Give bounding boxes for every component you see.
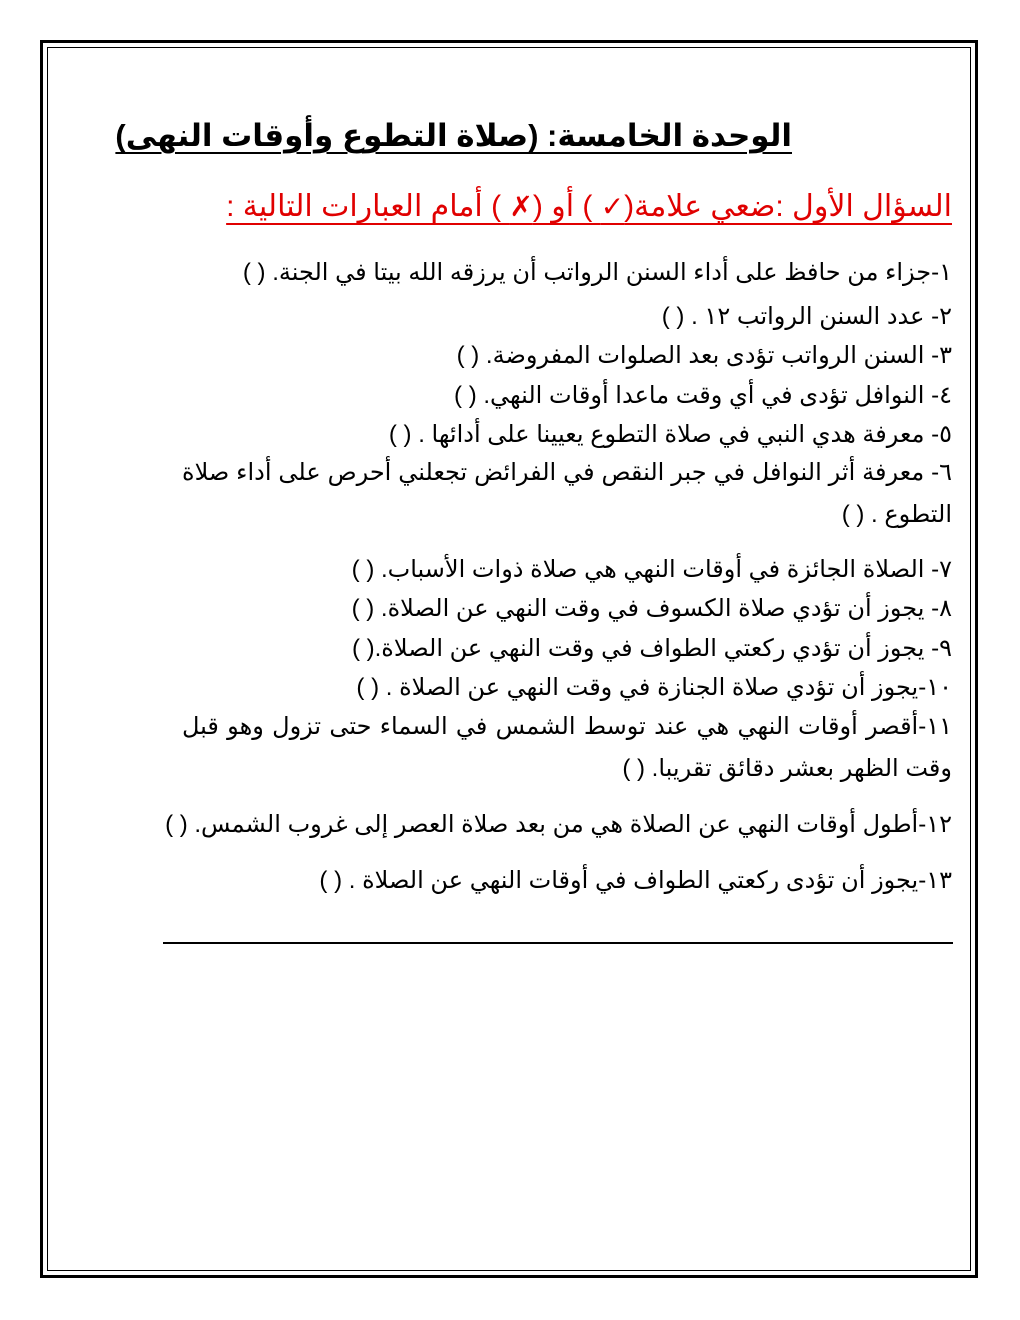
instruction-text-middle: ) أو ( bbox=[532, 190, 601, 223]
instruction-text-end: ) أمام العبارات التالية : bbox=[226, 190, 510, 223]
question-instruction bbox=[226, 189, 952, 224]
statement-12: ١٢-أطول أوقات النهي عن الصلاة هي من بعد صلاة العصر إلى غروب الشمس. ( ) bbox=[165, 811, 952, 838]
worksheet-title: الوحدة الخامسة: (صلاة التطوع وأوقات النهى) bbox=[115, 118, 792, 153]
statement-4: ٤- النوافل تؤدى في أي وقت ماعدا أوقات النهي. ( ) bbox=[454, 382, 952, 409]
instruction-text-start: السؤال الأول :ضعي علامة( bbox=[624, 190, 952, 223]
statement-3: ٣- السنن الرواتب تؤدى بعد الصلوات المفروضة. ( ) bbox=[456, 342, 952, 369]
statement-10: ١٠-يجوز أن تؤدي صلاة الجنازة في وقت النهي عن الصلاة . ( ) bbox=[356, 674, 952, 701]
statement-11: ١١-أقصر أوقات النهي هي عند توسط الشمس في السماء حتى تزول وهو قبل وقت الظهر بعشر دقائق تقريبا. ( ) bbox=[182, 713, 952, 782]
statement-6: ٦- معرفة أثر النوافل في جبر النقص في الفرائض تجعلني أحرص على أداء صلاة التطوع . ( ) bbox=[182, 459, 952, 528]
closing-rule bbox=[163, 942, 953, 944]
statement-13: ١٣-يجوز أن تؤدى ركعتي الطواف في أوقات النهي عن الصلاة . ( ) bbox=[319, 867, 952, 894]
statement-5: ٥- معرفة هدي النبي في صلاة التطوع يعيينا على أدائها . ( ) bbox=[388, 421, 952, 448]
statement-2: ٢- عدد السنن الرواتب ١٢ . ( ) bbox=[661, 303, 952, 330]
statement-9: ٩- يجوز أن تؤدي ركعتي الطواف في وقت النهي عن الصلاة.( ) bbox=[351, 635, 952, 662]
cross-mark-icon: ✗ bbox=[509, 191, 533, 222]
statement-8: ٨- يجوز أن تؤدي صلاة الكسوف في وقت النهي عن الصلاة. ( ) bbox=[351, 595, 952, 622]
statement-7: ٧- الصلاة الجائزة في أوقات النهي هي صلاة ذوات الأسباب. ( ) bbox=[351, 556, 952, 583]
statement-1: ١-جزاء من حافظ على أداء السنن الرواتب أن يرزقه الله بيتا في الجنة. ( ) bbox=[242, 259, 952, 286]
check-mark-icon: ✓ bbox=[600, 191, 625, 222]
